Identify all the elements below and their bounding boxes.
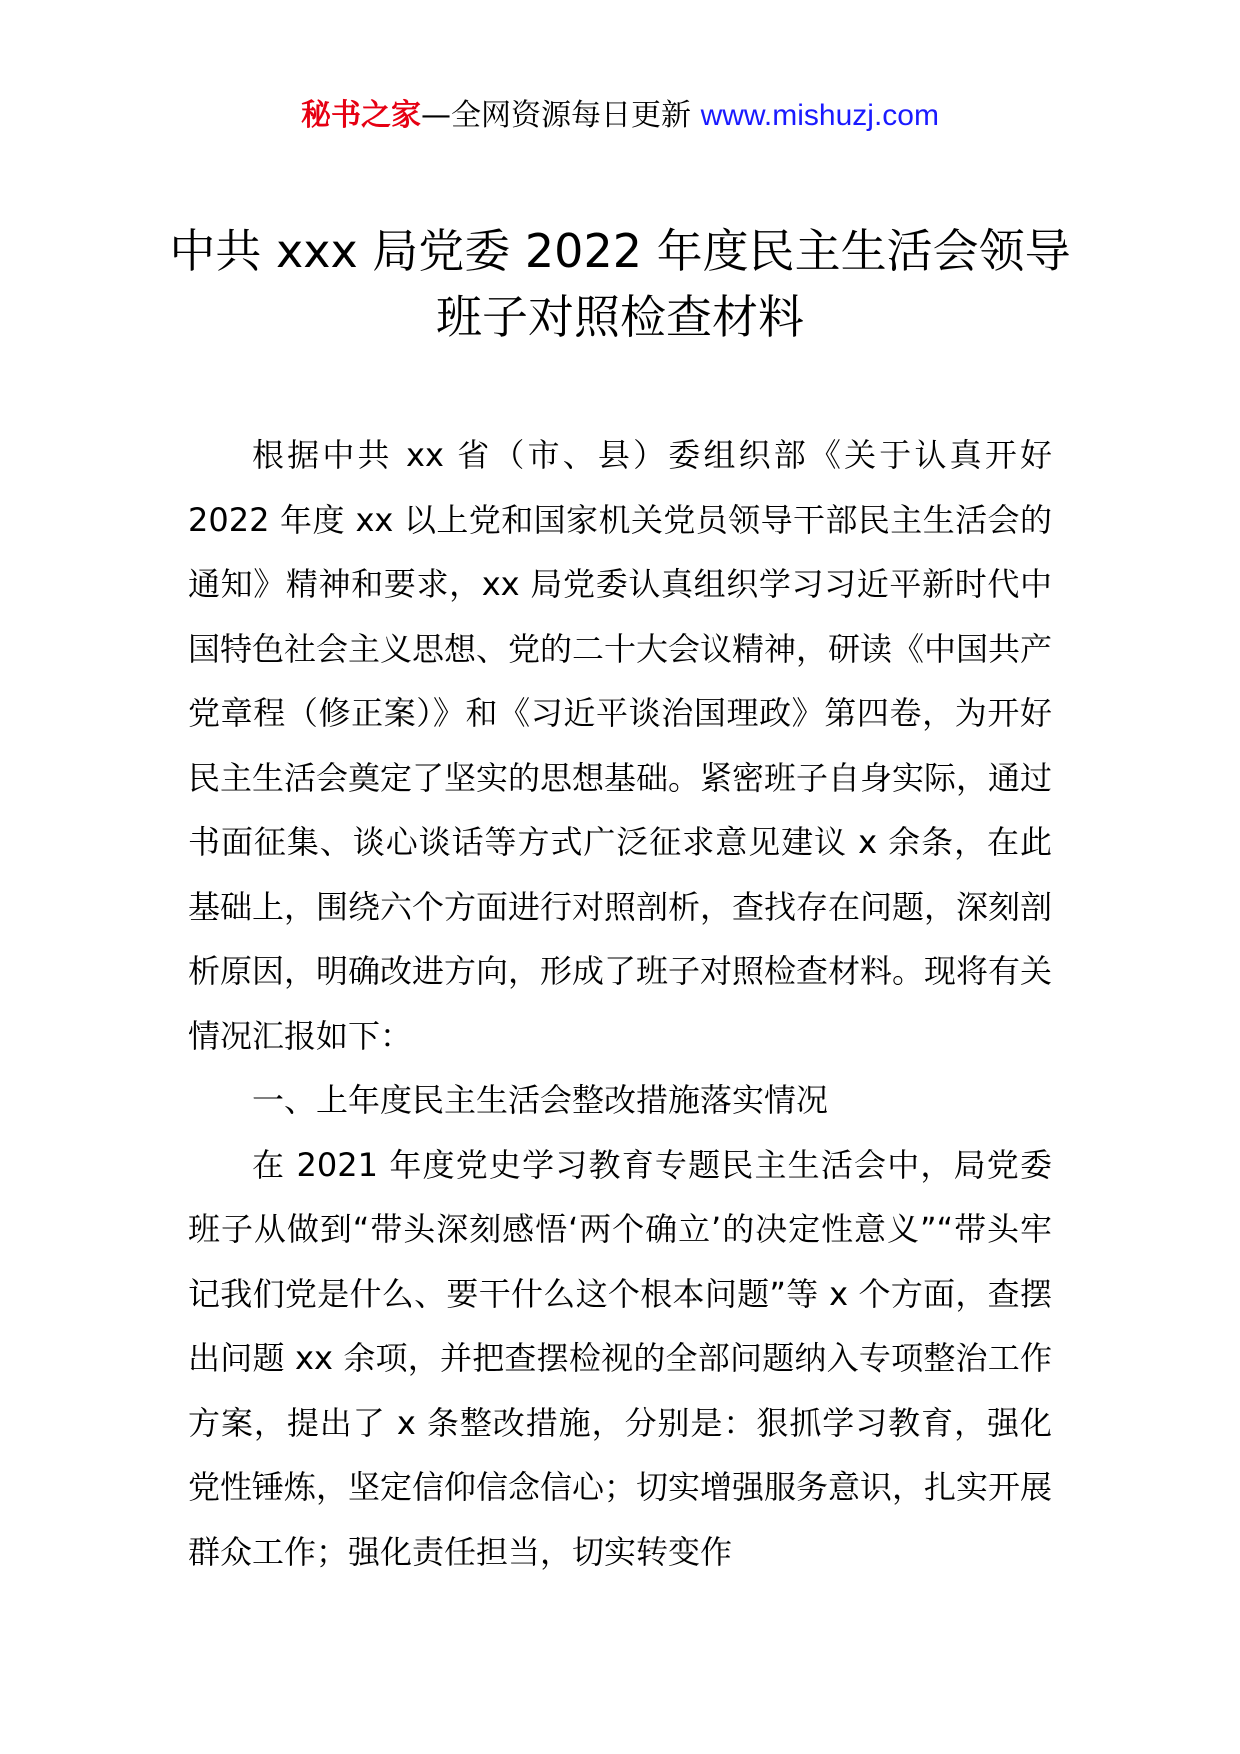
header-dash: — bbox=[421, 98, 452, 133]
brand-name: 秘书之家 bbox=[301, 98, 422, 133]
intro-paragraph: 根据中共 xx 省（市、县）委组织部《关于认真开好 2022 年度 xx 以上党和国家机关党员领导干部民主生活会的通知》精神和要求，xx 局党委认真组织学习习近平新时代中国特色社会主义思想、党的二十大会议精神，研读《中国共产党章程（修正案）》和《习近平谈治国理政》第四卷，为开好民主生活会奠定了坚实的思想基础。紧密班子自身实际，通过书面征集、谈心谈话等方式广泛征求意见建议 x 余条，在此基础上，围绕六个方面进行对照剖析，查找存在问题，深刻剖析原因，明确改进方向，形成了班子对照检查材料。现将有关情况汇报如下： bbox=[188, 436, 1053, 1055]
header-slogan: 全网资源每日更新 bbox=[451, 98, 701, 133]
document-title bbox=[140, 218, 1100, 350]
section-1-paragraph: 在 2021 年度党史学习教育专题民主生活会中，局党委班子从做到“带头深刻感悟‘两个确立’的决定性意义”“带头牢记我们党是什么、要干什么这个根本问题”等 x 个方面，查摆出问题 xx 余项，并把查摆检视的全部问题纳入专项整治工作方案，提出了 x 条整改措施，分别是：狠抓学习教育，强化党性锤炼，坚定信仰信念信心；切实增强服务意识，扎实开展群众工作；强化责任担当，切实转变作 bbox=[188, 1145, 1053, 1571]
title-line-2: 班子对照检查材料 bbox=[436, 290, 804, 344]
site-url-link[interactable]: www.mishuzj.com bbox=[700, 99, 939, 132]
title-line-1: 中共 xxx 局党委 2022 年度民主生活会领导 bbox=[169, 224, 1071, 278]
section-heading-1: 一、上年度民主生活会整改措施落实情况 bbox=[252, 1081, 829, 1119]
site-header bbox=[0, 96, 1240, 136]
document-body bbox=[188, 423, 1052, 1584]
